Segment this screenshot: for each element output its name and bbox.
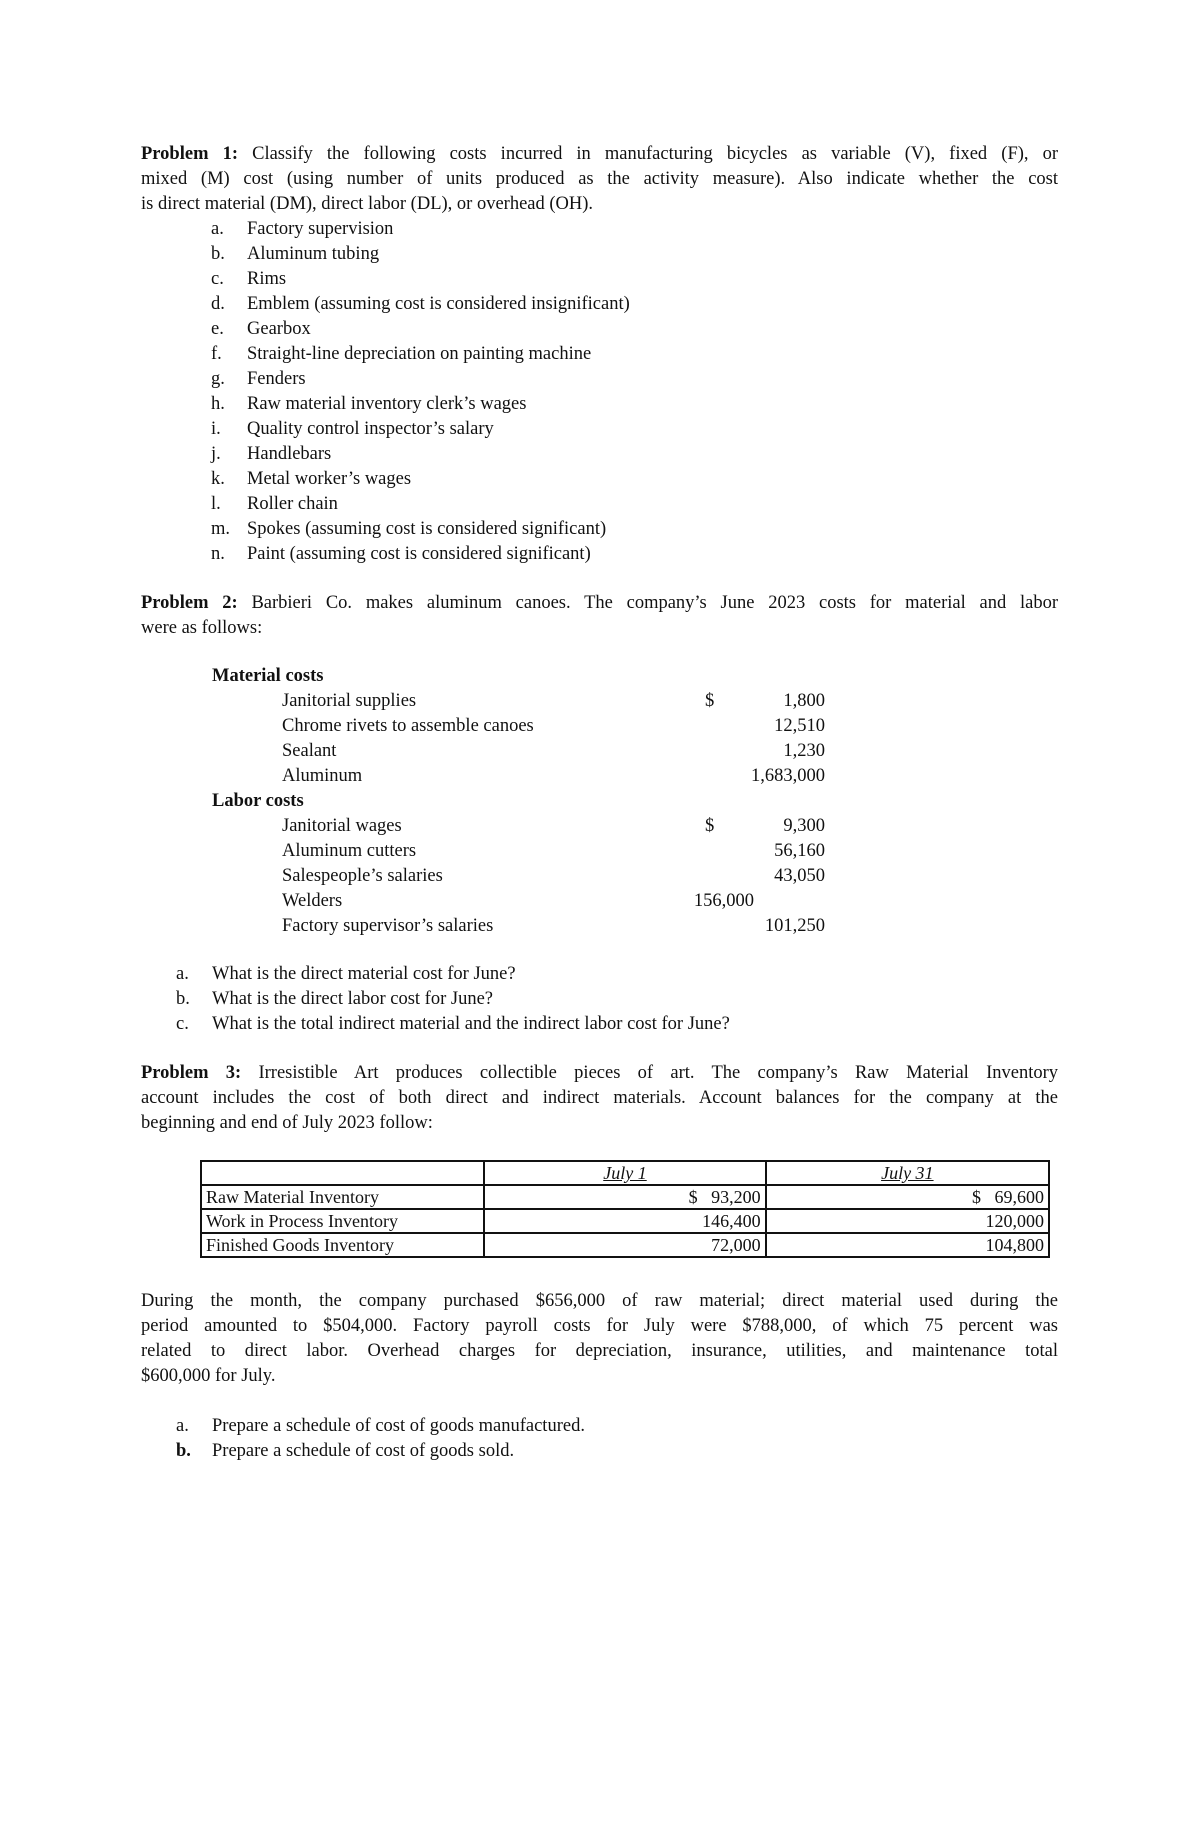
list-letter: j. [211, 444, 221, 464]
list-letter: c. [211, 269, 224, 289]
table-cell: $ 69,600 [766, 1185, 1049, 1209]
table-cell: $ 93,200 [484, 1185, 765, 1209]
problem2-line-2: were as follows: [141, 618, 263, 638]
table-header-row [201, 1161, 1049, 1185]
list-letter: d. [211, 294, 225, 314]
list-item: Metal worker’s wages [247, 469, 412, 489]
list-item: Handlebars [247, 444, 332, 464]
list-letter: a. [176, 1416, 189, 1436]
problem3-heading: Problem 3: [141, 1063, 242, 1083]
cost-amount: 1,230 [783, 741, 825, 761]
labor-costs-heading: Labor costs [212, 791, 304, 811]
list-item: Raw material inventory clerk’s wages [247, 394, 527, 414]
cost-label: Chrome rivets to assemble canoes [282, 716, 534, 736]
cost-label: Janitorial wages [282, 816, 402, 836]
list-item: Aluminum tubing [247, 244, 380, 264]
list-item: Rims [247, 269, 287, 289]
list-item: Roller chain [247, 494, 338, 514]
cost-label: Aluminum cutters [282, 841, 417, 861]
table-header: July 1 [484, 1161, 765, 1185]
cost-amount: 9,300 [783, 816, 825, 836]
problem3-paragraph-line: period amounted to $504,000. Factory payroll costs for July were $788,000, of which 75 percent was [141, 1316, 1058, 1336]
problem3-line-2: account includes the cost of both direct and indirect materials. Account balances for the company at the [141, 1088, 1058, 1108]
list-letter: h. [211, 394, 225, 414]
problem1-heading: Problem 1: [141, 144, 238, 164]
cost-amount: 1,683,000 [751, 766, 825, 786]
table-cell: Raw Material Inventory [201, 1185, 484, 1209]
cost-label: Salespeople’s salaries [282, 866, 443, 886]
list-letter: g. [211, 369, 225, 389]
list-letter: a. [176, 964, 189, 984]
table-row [201, 1209, 1049, 1233]
cost-amount: 43,050 [774, 866, 825, 886]
list-letter: a. [211, 219, 224, 239]
table-cell: 146,400 [484, 1209, 765, 1233]
problem1-text: Classify the following costs incurred in manufacturing bicycles as variable (V), fixed (F), or [252, 144, 1059, 164]
table-cell: 120,000 [766, 1209, 1049, 1233]
list-item: Factory supervision [247, 219, 394, 239]
list-letter: i. [211, 419, 221, 439]
inventory-table [200, 1160, 1050, 1258]
list-letter: l. [211, 494, 221, 514]
problem1-line-3: is direct material (DM), direct labor (DL), or overhead (OH). [141, 194, 594, 214]
list-letter: c. [176, 1014, 189, 1034]
table-cell: Finished Goods Inventory [201, 1233, 484, 1257]
list-letter: e. [211, 319, 224, 339]
list-item: Spokes (assuming cost is considered significant) [247, 519, 607, 539]
task: Prepare a schedule of cost of goods sold. [212, 1441, 515, 1461]
problem2-line-1 [141, 591, 1058, 615]
table-row [201, 1233, 1049, 1257]
question: What is the total indirect material and the indirect labor cost for June? [212, 1014, 730, 1034]
list-item: Emblem (assuming cost is considered insignificant) [247, 294, 630, 314]
list-letter: b. [211, 244, 225, 264]
list-item: Fenders [247, 369, 306, 389]
problem3-paragraph-line: $600,000 for July. [141, 1366, 276, 1386]
list-letter: m. [211, 519, 231, 539]
question: What is the direct labor cost for June? [212, 989, 493, 1009]
table-cell: 72,000 [484, 1233, 765, 1257]
list-letter: k. [211, 469, 225, 489]
cost-amount: 56,160 [774, 841, 825, 861]
problem2-heading: Problem 2: [141, 593, 238, 613]
problem3-paragraph-line: During the month, the company purchased $656,000 of raw material; direct material used during the [141, 1291, 1058, 1311]
task: Prepare a schedule of cost of goods manufactured. [212, 1416, 585, 1436]
cost-label: Factory supervisor’s salaries [282, 916, 494, 936]
problem1-line-2: mixed (M) cost (using number of units produced as the activity measure). Also indicate whether the cost [141, 169, 1058, 189]
cost-amount: 1,800 [783, 691, 825, 711]
table-header [201, 1161, 484, 1185]
material-costs-heading: Material costs [212, 666, 324, 686]
cost-label: Sealant [282, 741, 337, 761]
question: What is the direct material cost for June? [212, 964, 516, 984]
dollar-sign: $ [705, 691, 715, 711]
problem3-text: Irresistible Art produces collectible pieces of art. The company’s Raw Material Inventory [258, 1063, 1059, 1083]
table-cell: 104,800 [766, 1233, 1049, 1257]
cost-amount: 156,000 [693, 891, 754, 911]
cost-label: Welders [282, 891, 343, 911]
problem2-text: Barbieri Co. makes aluminum canoes. The company’s June 2023 costs for material and labor [251, 593, 1058, 613]
list-item: Quality control inspector’s salary [247, 419, 494, 439]
list-item: Straight-line depreciation on painting machine [247, 344, 592, 364]
problem1-line-1 [141, 142, 1058, 166]
list-item: Gearbox [247, 319, 311, 339]
list-letter: b. [176, 1441, 191, 1461]
dollar-sign: $ [705, 816, 715, 836]
list-letter: n. [211, 544, 225, 564]
table-cell: Work in Process Inventory [201, 1209, 484, 1233]
table-header: July 31 [766, 1161, 1049, 1185]
cost-label: Aluminum [282, 766, 363, 786]
list-letter: f. [211, 344, 222, 364]
problem3-paragraph-line: related to direct labor. Overhead charges for depreciation, insurance, utilities, and maintenance total [141, 1341, 1058, 1361]
cost-amount: 12,510 [774, 716, 825, 736]
cost-amount: 101,250 [764, 916, 825, 936]
problem3-line-3: beginning and end of July 2023 follow: [141, 1113, 433, 1133]
problem3-line-1 [141, 1061, 1058, 1085]
list-item: Paint (assuming cost is considered significant) [247, 544, 591, 564]
cost-label: Janitorial supplies [282, 691, 417, 711]
list-letter: b. [176, 989, 190, 1009]
table-row [201, 1185, 1049, 1209]
